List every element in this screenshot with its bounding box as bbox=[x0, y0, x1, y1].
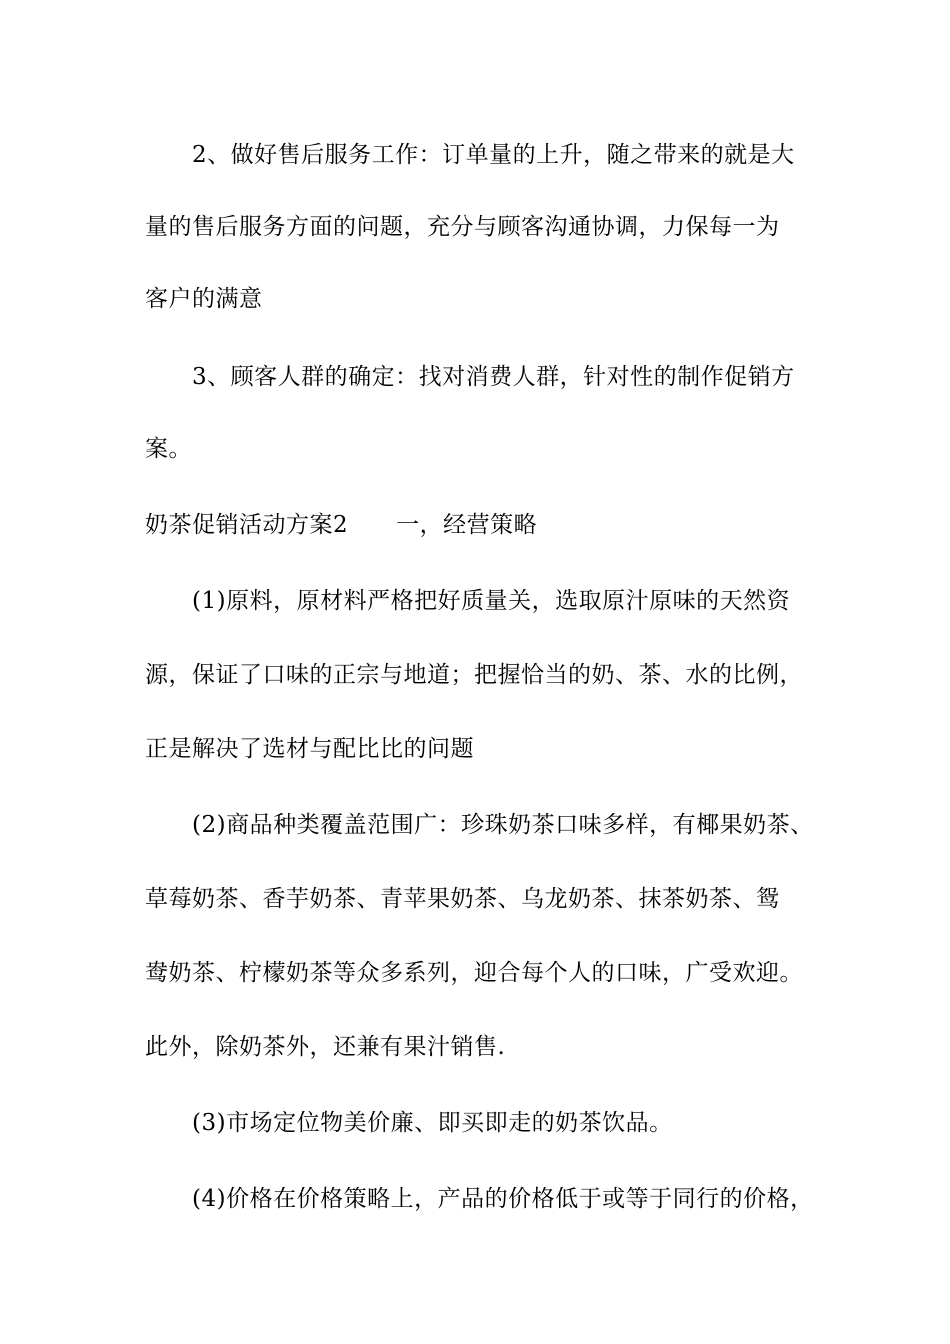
item-2-line-4: 此外，除奶茶外，还兼有果汁销售. bbox=[145, 1034, 506, 1060]
paragraph-2-line-1: 2、做好售后服务工作：订单量的上升，随之带来的就是大 bbox=[192, 142, 795, 168]
section-heading bbox=[145, 510, 537, 540]
heading-section: 一，经营策略 bbox=[396, 512, 538, 538]
item-1-line-2: 源，保证了口味的正宗与地道；把握恰当的奶、茶、水的比例， bbox=[145, 662, 803, 688]
item-1-line-1: (1)原料，原材料严格把好质量关，选取原汁原味的天然资 bbox=[192, 588, 791, 614]
paragraph-2-line-3: 客户的满意 bbox=[145, 286, 263, 312]
paragraph-3-line-2: 案。 bbox=[145, 436, 192, 462]
item-2-line-2: 草莓奶茶、香芋奶茶、青苹果奶茶、乌龙奶茶、抹茶奶茶、鸳 bbox=[145, 886, 780, 912]
item-4-line-1: (4)价格在价格策略上，产品的价格低于或等于同行的价格， bbox=[192, 1186, 814, 1212]
paragraph-3-line-1: 3、顾客人群的确定：找对消费人群，针对性的制作促销方 bbox=[192, 364, 795, 390]
item-2-line-1: (2)商品种类覆盖范围广：珍珠奶茶口味多样，有椰果奶茶、 bbox=[192, 812, 814, 838]
heading-title: 奶茶促销活动方案2 bbox=[145, 512, 349, 538]
item-2-line-3: 鸯奶茶、柠檬奶茶等众多系列，迎合每个人的口味，广受欢迎。 bbox=[145, 960, 803, 986]
item-1-line-3: 正是解决了选材与配比比的问题 bbox=[145, 736, 474, 762]
item-3-line-1: (3)市场定位物美价廉、即买即走的奶茶饮品。 bbox=[192, 1110, 673, 1136]
paragraph-2-line-2: 量的售后服务方面的问题，充分与顾客沟通协调，力保每一为 bbox=[145, 214, 780, 240]
